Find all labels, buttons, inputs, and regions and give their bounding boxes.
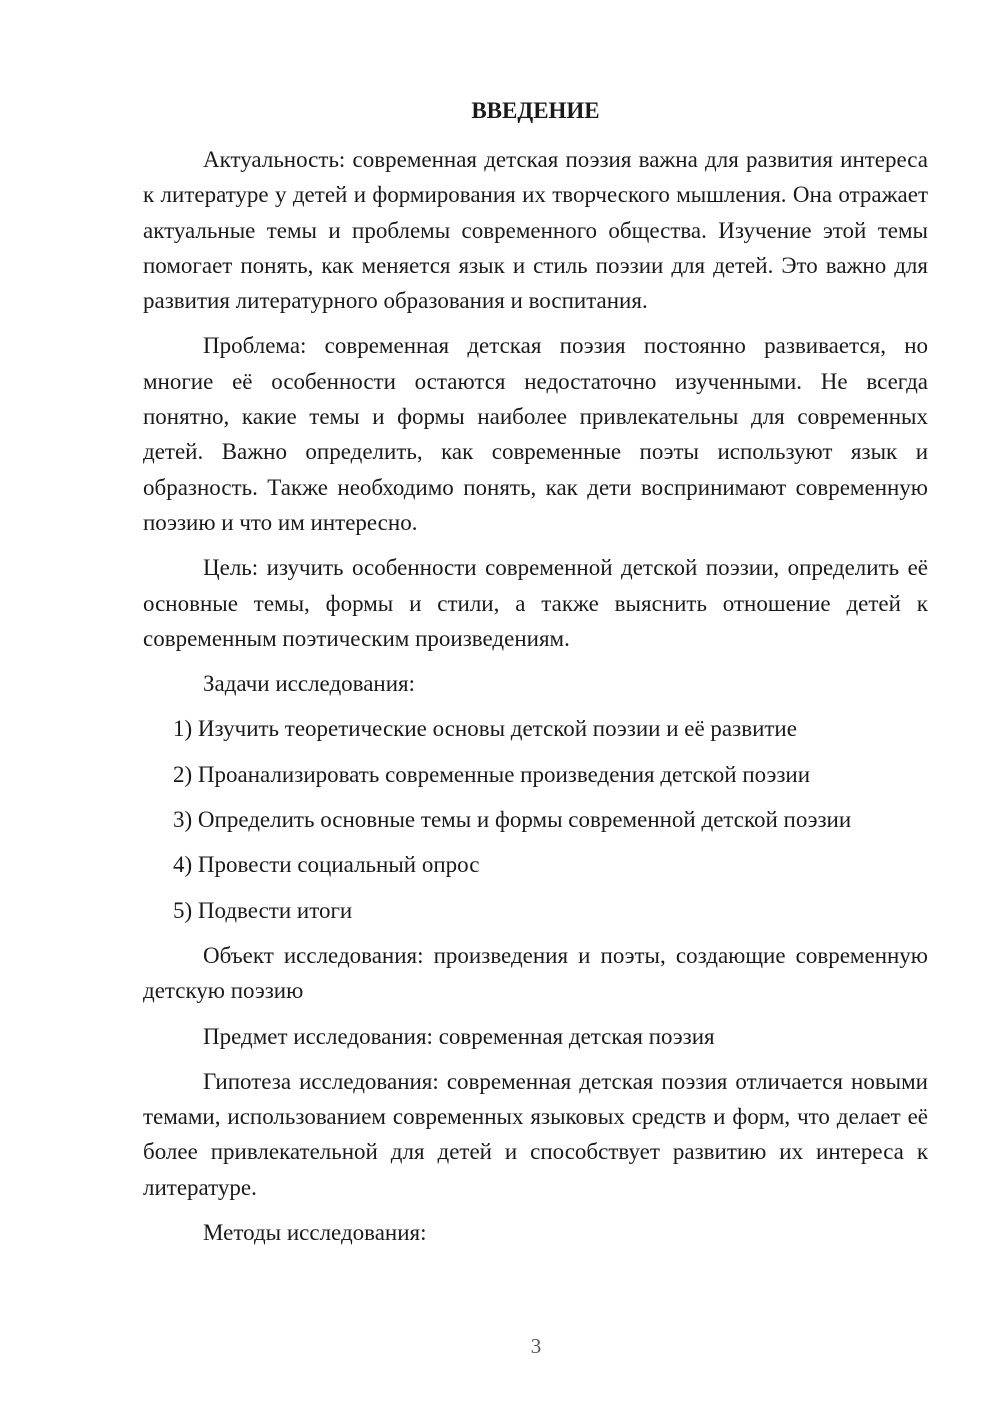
list-item: 1) Изучить теоретические основы детской поэзии и её развитие [173,716,797,742]
paragraph-goal: Цель: изучить особенности современной детской поэзии, определить её основные темы, формы и стили, а также выяснить отношение детей к современным поэтическим произведениям. [143,555,928,651]
page-title: ВВЕДЕНИЕ [471,98,600,123]
paragraph-object: Объект исследования: произведения и поэты, создающие современную детскую поэзию [143,942,928,1004]
paragraph-subject: Предмет исследования: современная детская поэзия [203,1023,715,1049]
list-item: 3) Определить основные темы и формы современной детской поэзии [173,807,852,833]
paragraph-methods: Методы исследования: [203,1220,427,1246]
document-body [143,142,928,1250]
paragraph-hypothesis: Гипотеза исследования: современная детская поэзия отличается новыми темами, использованием современных языковых средств и форм, что делает её более привлекательной для детей и способствует развитию их интереса к литературе. [143,1068,928,1200]
paragraph-problem: Проблема: современная детская поэзия постоянно развивается, но многие её особенности остаются недостаточно изученными. Не всегда понятно, какие темы и формы наиболее привлекательны для современных детей. Важно определить, как современные поэты используют язык и образность. Также необходимо понять, как дети воспринимают современную поэзию и что им интересно. [143,333,928,535]
paragraph-relevance: Актуальность: современная детская поэзия важна для развития интереса к литературе у детей и формирования их творческого мышления. Она отражает актуальные темы и проблемы современного общества. Изучение этой темы помогает понять, как меняется язык и стиль поэзии для детей. Это важно для развития литературного образования и воспитания. [143,147,928,314]
list-item: 5) Подвести итоги [173,897,353,923]
list-item: 2) Проанализировать современные произведения детской поэзии [173,761,811,787]
paragraph-tasks-heading: Задачи исследования: [203,671,416,697]
list-item: 4) Провести социальный опрос [173,852,480,878]
page-number: 3 [530,1334,542,1358]
